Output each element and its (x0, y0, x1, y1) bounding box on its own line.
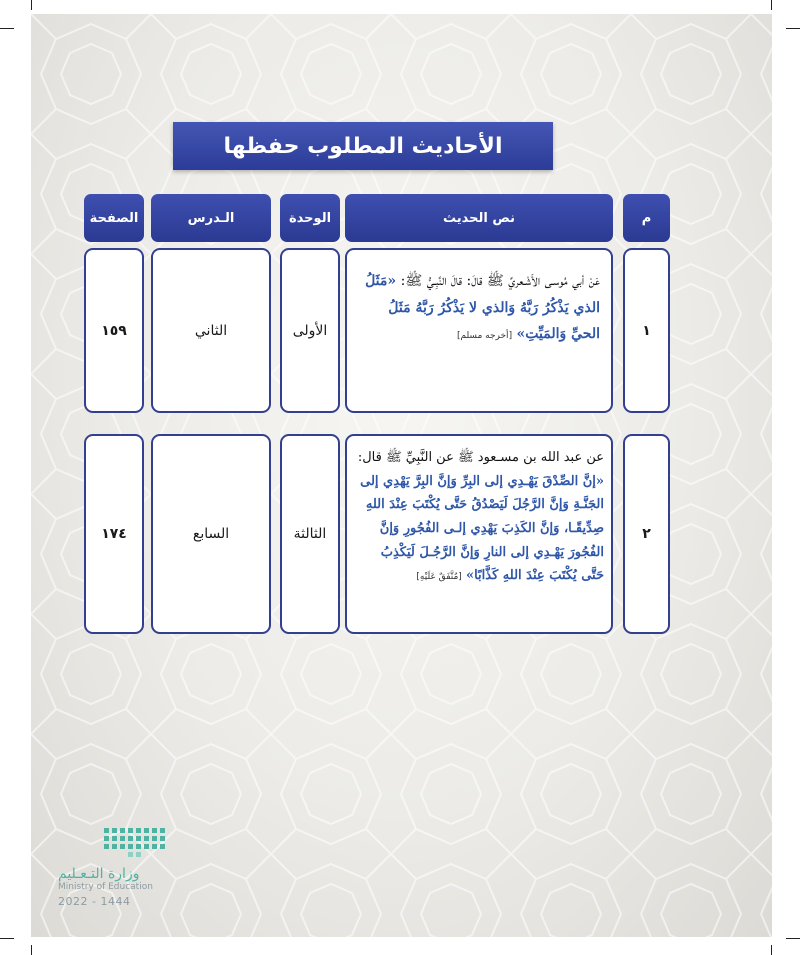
crop-mark (786, 938, 800, 939)
row1-unit: الأولى (280, 248, 340, 413)
ministry-name-english: Ministry of Education (58, 882, 153, 892)
ministry-logo-icon (58, 826, 198, 864)
row2-hadith-intro: عن عبد الله بن مسـعود ﷺ عن النَّبِيِّ ﷺ قال: (357, 450, 604, 465)
page-title: الأحاديث المطلوب حفظها (173, 122, 553, 170)
header-page: الصفحة (84, 194, 144, 242)
row2-unit: الثالثة (280, 434, 340, 634)
row2-index: ٢ (623, 434, 670, 634)
row1-page: ١٥٩ (84, 248, 144, 413)
header-lesson: الـدرس (151, 194, 271, 242)
row1-index: ١ (623, 248, 670, 413)
row2-hadith-source: [مُتَّفَقٌ عَلَيْهِ] (416, 572, 462, 583)
edition-year: 2022 - 1444 (58, 895, 131, 908)
crop-mark (31, 0, 32, 10)
crop-mark (786, 28, 800, 29)
header-hadith-text: نص الحديث (345, 194, 613, 242)
ministry-name-arabic: وزارة التـعـليم (58, 866, 140, 882)
crop-mark (771, 0, 772, 10)
row2-page: ١٧٤ (84, 434, 144, 634)
header-index: م (623, 194, 670, 242)
row1-lesson: الثاني (151, 248, 271, 413)
crop-mark (0, 938, 14, 939)
crop-mark (0, 28, 14, 29)
row1-hadith-text (360, 268, 600, 348)
row1-hadith-source: [أخرجه مسلم] (456, 331, 513, 342)
row1-hadith-intro: عَنْ أبي مُوسـى الأَشْـعريِّ ﷺ قالَ: قالَ النَّبِـيُّ ﷺ: (400, 273, 600, 289)
crop-mark (31, 945, 32, 955)
row2-lesson: السابع (151, 434, 271, 634)
header-unit: الوحدة (280, 194, 340, 242)
crop-mark (771, 945, 772, 955)
row2-hadith-text (356, 446, 604, 588)
row1-hadith-quote: «مَثَلُ الذي يَذْكُرُ رَبَّهُ وَالذي لا يَذْكُرُ رَبَّهُ مَثَلُ الحيِّ وَالمَيِّتِ» (365, 273, 600, 343)
row2-hadith-quote: «إنَّ الصِّدْقَ يَهْـدِي إلى البِرِّ وَإنَّ البِرَّ يَهْدِي إلى الجَنَّـةِ وَإنَّ الرَّجُلَ لَيَصْدُقُ حَتَّى يُكْتَبَ عِنْدَ اللهِ صِدِّيقًـا، وَإنَّ الكَذِبَ يَهْدِي إلـى الفُجُورِ وَإنَّ الفُجُورَ يَهْـدِي إلى النارِ وَإنَّ الرَّجُـلَ لَيَكْذِبُ حَتَّى يُكْتَبَ عِنْدَ اللهِ كَذَّابًا» (360, 473, 604, 584)
